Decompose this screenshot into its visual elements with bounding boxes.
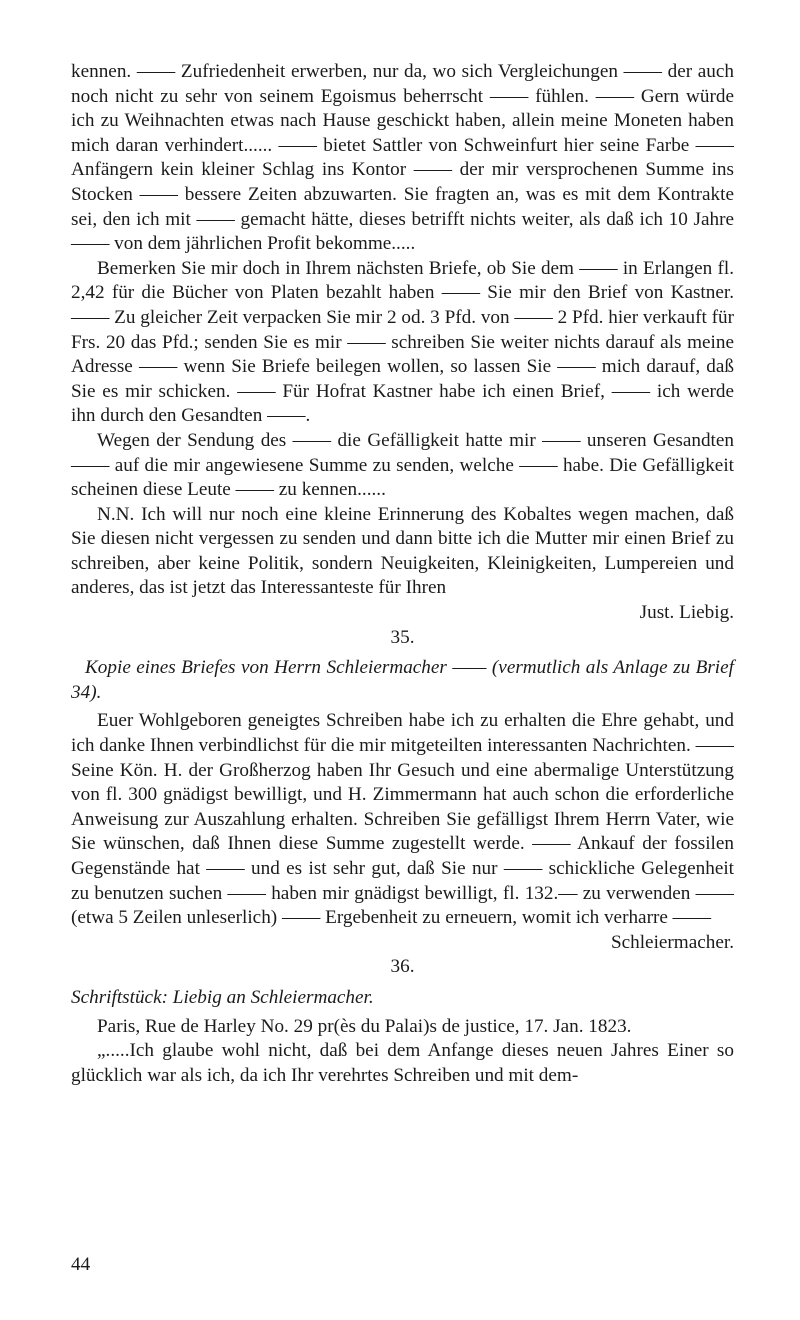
letter-34-paragraph-3: Wegen der Sendung des —— die Gefälligkeit hatte mir —— unseren Gesandten —— auf die mir angewiesene Summe zu senden, welche —— habe. Die Gefälligkeit scheinen diese Leute —— zu kennen......: [71, 429, 734, 501]
document-number-35: 35.: [390, 626, 415, 648]
letter-34-paragraph-1: kennen. —— Zufriedenheit erwerben, nur da, wo sich Vergleichungen —— der auch noch nicht zu sehr von seinem Egoismus beherrscht —— fühlen. —— Gern würde ich zu Weihnachten etwas nach Hause geschickt haben, allein meine Moneten haben mich daran verhindert...... —— bietet Sattler von Schweinfurt hier seine Farbe —— Anfängern kein kleiner Schlag ins Kontor —— der mir versprochenen Summe ins Stocken —— bessere Zeiten abzuwarten. Sie fragten an, was es mit dem Kontrakte sei, den ich mit —— gemacht hätte, dieses betrifft nichts weiter, als daß ich 10 Jahre —— von dem jährlichen Profit bekomme.....: [71, 61, 734, 255]
letter-34-signature: Just. Liebig.: [639, 602, 734, 624]
document-number-36: 36.: [390, 956, 415, 978]
document-36-body: „.....Ich glaube wohl nicht, daß bei dem Anfange dieses neuen Jahres Einer so glücklich war als ich, da ich Ihr verehrtes Schreiben und mit dem-: [71, 1040, 734, 1086]
document-35-body: Euer Wohlgeboren geneigtes Schreiben habe ich zu erhalten die Ehre gehabt, und ich danke Ihnen verbindlichst für die mir mitgeteilten interessanten Nachrichten. —— Seine Kön. H. der Großherzog haben Ihr Gesuch und eine abermalige Unterstützung von fl. 300 gnädigst bewilligt, und H. Zimmermann hat auch schon die erforderliche Anweisung zur Auszahlung erhalten. Schreiben Sie gefälligst Ihrem Herrn Vater, wie Sie wünschen, daß Ihnen diese Summe zugestellt werde. —— Ankauf der fossilen Gegenstände hat —— und es ist sehr gut, daß Sie nur —— schickliche Gelegenheit zu benutzen suchen —— haben mir gnädigst bewilligt, fl. 132.— zu verwenden —— (etwa 5 Zeilen unleserlich) —— Ergebenheit zu erneuern, womit ich verharre ——: [71, 710, 734, 929]
document-35-signature: Schleiermacher.: [610, 931, 734, 953]
document-35-heading: Kopie eines Briefes von Herrn Schleiermacher —— (vermutlich als Anlage zu Brief 34).: [71, 657, 734, 703]
page-number: 44: [71, 1254, 91, 1275]
document-36-dateline: Paris, Rue de Harley No. 29 pr(ès du Palai)s de justice, 17. Jan. 1823.: [97, 1015, 632, 1037]
document-36-heading: Schriftstück: Liebig an Schleiermacher.: [71, 986, 374, 1008]
letter-34-paragraph-4: N.N. Ich will nur noch eine kleine Erinnerung des Kobaltes wegen machen, daß Sie diesen nicht vergessen zu senden und dann bitte ich die Mutter mir einen Brief zu schreiben, aber keine Politik, sondern Neuigkeiten, Kleinigkeiten, Lumpereien und anderes, das ist jetzt das Interessanteste für Ihren: [71, 503, 734, 599]
letter-34-paragraph-2: Bemerken Sie mir doch in Ihrem nächsten Briefe, ob Sie dem —— in Erlangen fl. 2,42 für die Bücher von Platen bezahlt haben —— Sie mir den Brief von Kastner. —— Zu gleicher Zeit verpacken Sie mir 2 od. 3 Pfd. von —— 2 Pfd. hier verkauft für Frs. 20 das Pfd.; senden Sie es mir —— schreiben Sie weiter nichts darauf als meine Adresse —— wenn Sie Briefe beilegen wollen, so lassen Sie —— mich darauf, daß Sie es mir schicken. —— Für Hofrat Kastner habe ich einen Brief, —— ich werde ihn durch den Gesandten ——.: [71, 257, 734, 427]
